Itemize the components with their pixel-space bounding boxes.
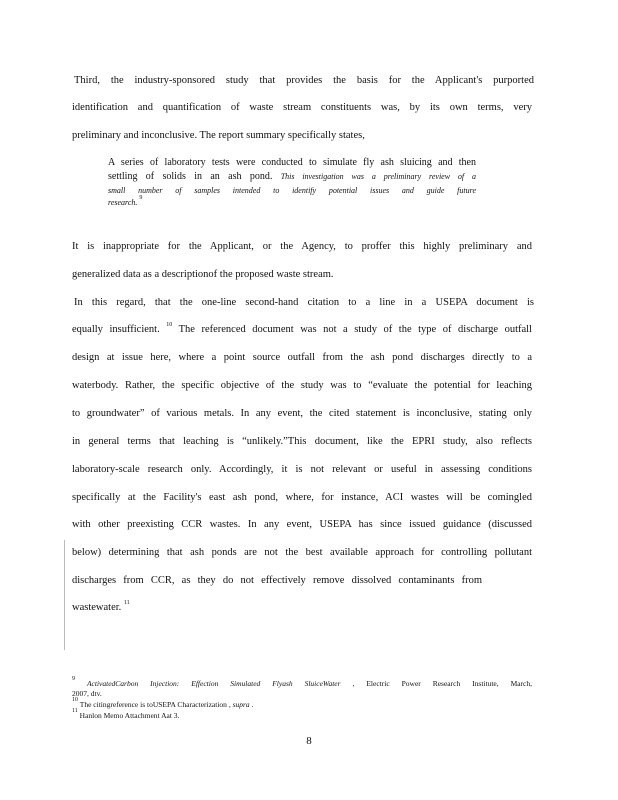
footnote-9-title: ActivatedCarbon Injection: Effection Simulated Flyash SluiceWater: [86, 679, 341, 688]
body-line-16: discharges from CCR, as they do not effectively remove dissolved contaminants from: [72, 575, 482, 586]
footnote-11-number: 11: [72, 708, 78, 714]
blockquote-line-1: A series of laboratory tests were conducted to simulate fly ash sluicing and then: [108, 157, 476, 168]
body-line-11: in general terms that leaching is “unlikely.”This document, like the EPRI study, also reflects: [72, 436, 532, 447]
blockquote-line-4: [108, 195, 476, 208]
body-line-8: design at issue here, where a point source outfall from the ash pond discharges directly to a: [72, 352, 532, 363]
blockquote-line-2: [108, 171, 476, 183]
footnote-9-source: , Electric Power Research Institute, March,: [352, 679, 533, 688]
body-line-14: with other preexisting CCR wastes. In any event, USEPA has since issued guidance (discussed: [72, 519, 532, 530]
footnote-10-end: .: [251, 700, 254, 709]
body-line-7: [72, 323, 532, 336]
footnote-11: [72, 708, 532, 720]
body-line-9: waterbody. Rather, the specific objective of the study was to “evaluate the potential for leaching: [72, 380, 532, 391]
blockquote-line-2-italic: This investigation was a preliminary review of a: [280, 172, 476, 181]
blockquote-line-2-plain: settling of solids in an ash pond.: [108, 171, 273, 182]
body-line-15: below) determining that ash ponds are not the best available approach for controlling pollutant: [72, 547, 532, 558]
footnote-11-text: Hanlon Memo Attachment Aat 3.: [79, 711, 180, 720]
body-line-7-start: equally insufficient.: [72, 324, 160, 335]
footnote-9: [72, 676, 533, 688]
footnote-ref-9: 9: [139, 195, 143, 201]
body-line-7-end: The referenced document was not a study of the type of discharge outfall: [178, 324, 533, 335]
body-line-10: to groundwater” of various metals. In any event, the cited statement is inconclusive, stating only: [72, 408, 532, 419]
page-number: 8: [306, 735, 312, 747]
blockquote-line-4-italic: research.: [108, 198, 138, 207]
body-line-17-text: wastewater.: [72, 602, 122, 613]
body-line-4: It is inappropriate for the Applicant, or the Agency, to proffer this highly preliminary and: [72, 241, 532, 252]
body-line-2: identification and quantification of waste stream constituents was, by its own terms, very: [72, 102, 532, 113]
body-line-1: Third, the industry-sponsored study that provides the basis for the Applicant's purported: [74, 75, 534, 86]
body-line-13: specifically at the Facility's east ash pond, where, for instance, ACI wastes will be comingled: [72, 492, 532, 503]
footnote-10-supra: , supra: [228, 700, 250, 709]
footnote-ref-10: 10: [166, 322, 173, 328]
footnote-10-number: 10: [72, 697, 78, 703]
footnote-ref-11: 11: [123, 600, 130, 606]
body-line-6: In this regard, that the one-line second-hand citation to a line in a USEPA document is: [74, 297, 534, 308]
footnote-9-line-2: 2007, dtv.: [72, 689, 102, 698]
footnote-10: [72, 697, 532, 709]
blockquote-line-3: small number of samples intended to identify potential issues and guide future: [108, 186, 476, 195]
body-line-3: preliminary and inconclusive. The report summary specifically states,: [72, 130, 365, 141]
footnote-9-number: 9: [72, 676, 75, 682]
body-line-17: [72, 601, 532, 614]
body-line-12: laboratory-scale research only. Accordingly, it is not relevant or useful in assessing conditions: [72, 464, 532, 475]
margin-mark: [64, 540, 65, 650]
body-line-5: generalized data as a descriptionof the proposed waste stream.: [72, 269, 334, 280]
footnote-10-text: The citingreference is toUSEPA Characterization: [79, 700, 227, 709]
